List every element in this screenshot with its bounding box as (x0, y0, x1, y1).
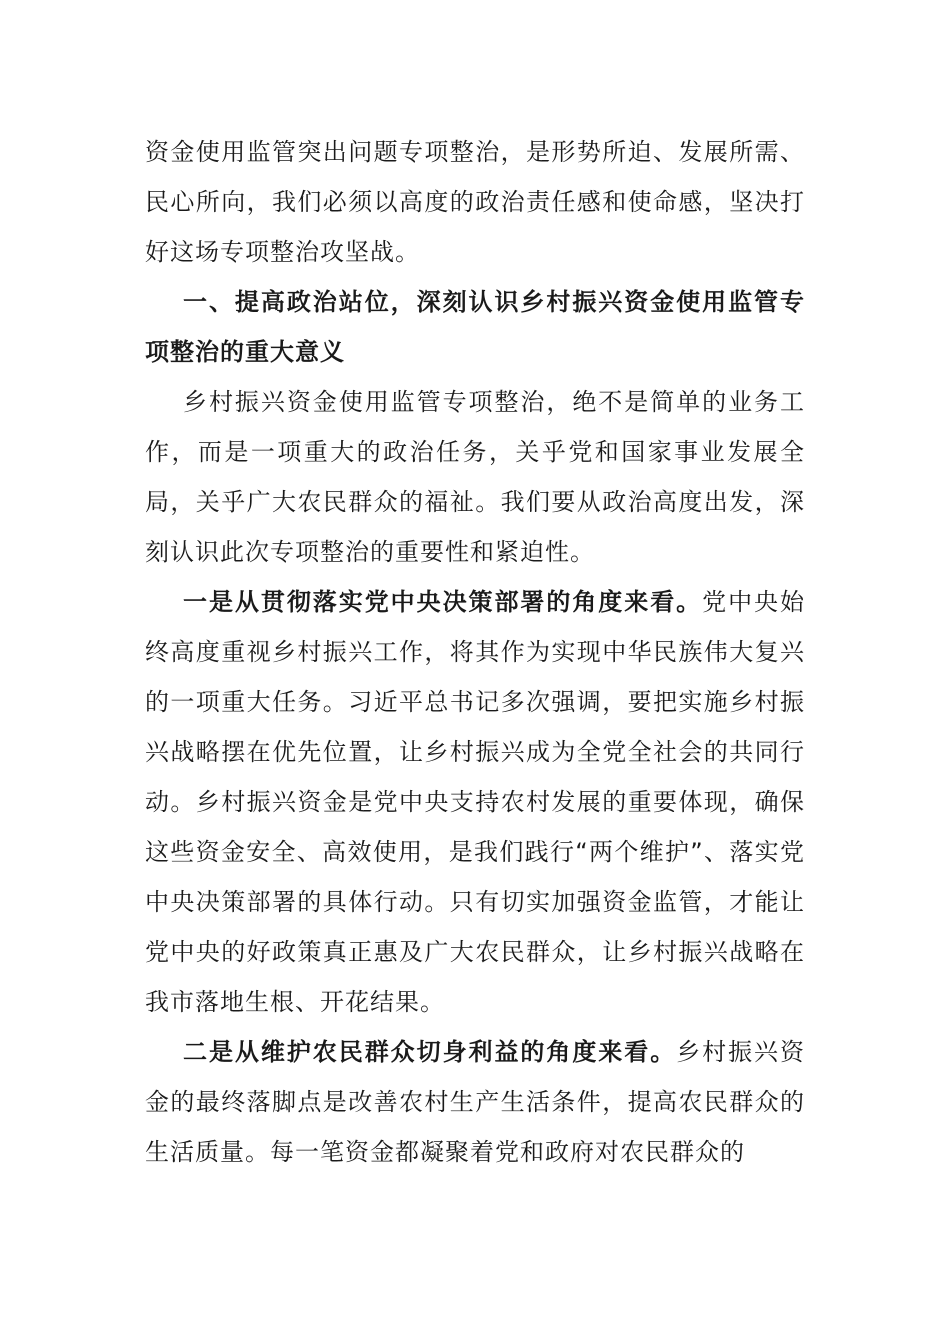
section-body-paragraph: 乡村振兴资金使用监管专项整治，绝不是简单的业务工作，而是一项重大的政治任务，关乎党和国家事业发展全局，关乎广大农民群众的福祉。我们要从政治高度出发，深刻认识此次专项整治的重要性和紧迫性。 (145, 388, 805, 566)
point-two-text: 乡村振兴资金的最终落脚点是改善农村生产生活条件，提高农民群众的生活质量。每一笔资金都凝聚着党和政府对农民群众的 (145, 1038, 806, 1166)
point-one-text: 党中央始终高度重视乡村振兴工作，将其作为实现中华民族伟大复兴的一项重大任务。习近平总书记多次强调，要把实施乡村振兴战略摆在优先位置，让乡村振兴成为全党全社会的共同行动。乡村振兴资金是党中央支持农村发展的重要体现，确保这些资金安全、高效使用，是我们践行“两个维护”、落实党中央决策部署的具体行动。只有切实加强资金监管，才能让党中央的好政策真正惠及广大农民群众，让乡村振兴战略在我市落地生根、开花结果。 (145, 588, 806, 1016)
point-one-paragraph (145, 577, 805, 1027)
intro-paragraph: 资金使用监管突出问题专项整治，是形势所迫、发展所需、民心所向，我们必须以高度的政治责任感和使命感，坚决打好这场专项整治攻坚战。 (145, 138, 805, 266)
point-one-lead: 一是从贯彻落实党中央决策部署的角度来看。 (183, 588, 703, 616)
point-two-paragraph (145, 1027, 805, 1177)
section-heading: 一、提高政治站位，深刻认识乡村振兴资金使用监管专项整治的重大意义 (145, 288, 805, 366)
document-body (145, 127, 805, 1177)
point-two-lead: 二是从维护农民群众切身利益的角度来看。 (183, 1038, 677, 1066)
